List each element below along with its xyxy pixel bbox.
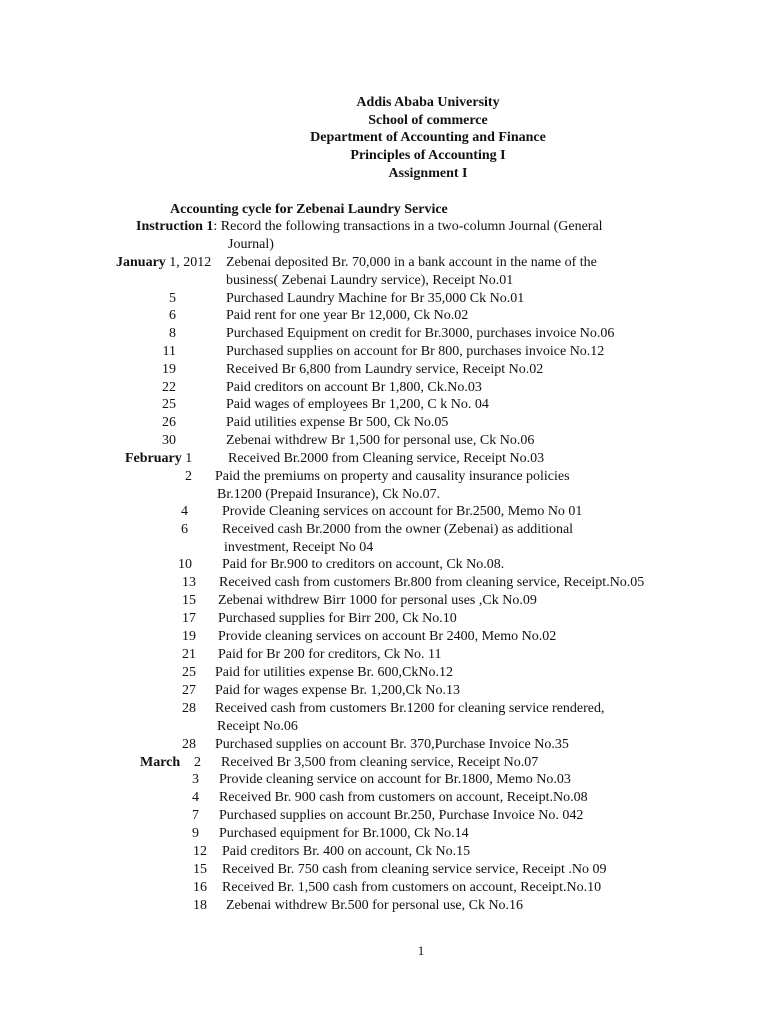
entry-day: 13 [182, 575, 196, 590]
entry-text: Purchased Laundry Machine for Br 35,000 Ck No.01 [226, 291, 525, 306]
entry-text: Received Br 6,800 from Laundry service, Receipt No.02 [226, 362, 544, 377]
february-first-day: 1 [181, 451, 193, 466]
entry-text: Received Br. 1,500 cash from customers on account, Receipt.No.10 [222, 880, 602, 895]
instruction-text: : Record the following transactions in a two-column Journal (General [213, 219, 603, 234]
entry-text: Paid for Br.900 to creditors on account, Ck No.08. [222, 557, 505, 572]
entry-day: 7 [192, 808, 199, 823]
entry-text: Paid for Br 200 for creditors, Ck No. 11 [218, 647, 442, 662]
entry-text: Paid for utilities expense Br. 600,CkNo.12 [215, 665, 453, 680]
entry-day: 15 [182, 593, 196, 608]
entry-day: 15 [193, 862, 207, 877]
entry-text: Purchased Equipment on credit for Br.3000, purchases invoice No.06 [226, 326, 615, 341]
january-first-continuation: business( Zebenai Laundry service), Receipt No.01 [226, 273, 514, 288]
entry-text: Received cash from customers Br.1200 for cleaning service rendered, [215, 701, 605, 716]
entry-text: Received Br. 750 cash from cleaning service service, Receipt .No 09 [222, 862, 607, 877]
entry-day: 3 [192, 772, 199, 787]
entry-day: 18 [193, 898, 207, 913]
school-title: School of commerce [368, 113, 488, 128]
entry-day: 16 [193, 880, 207, 895]
entry-text: Paid utilities expense Br 500, Ck No.05 [226, 415, 449, 430]
entry-day: 19 [162, 362, 176, 377]
january-first-day: 1, 2012 [165, 255, 212, 270]
department-title: Department of Accounting and Finance [310, 130, 546, 145]
entry-continuation: Br.1200 (Prepaid Insurance), Ck No.07. [217, 487, 441, 502]
entry-day: 8 [169, 326, 176, 341]
entry-text: Received Br. 900 cash from customers on account, Receipt.No.08 [219, 790, 588, 805]
entry-day: 6 [181, 522, 188, 537]
entry-day: 21 [182, 647, 196, 662]
course-title: Principles of Accounting I [350, 148, 506, 163]
month-label-march: March [140, 755, 181, 770]
entry-day: 6 [169, 308, 176, 323]
entry-day: 30 [162, 433, 176, 448]
instruction-label: Instruction 1 [136, 219, 214, 234]
entry-text: Purchased supplies on account Br. 370,Purchase Invoice No.35 [215, 737, 569, 752]
entry-day: 25 [182, 665, 196, 680]
entry-text: Paid rent for one year Br 12,000, Ck No.02 [226, 308, 469, 323]
entry-text: Zebenai withdrew Birr 1000 for personal uses ,Ck No.09 [218, 593, 537, 608]
entry-day: 26 [162, 415, 176, 430]
march-first-text: Received Br 3,500 from cleaning service, Receipt No.07 [221, 755, 539, 770]
assignment-title: Assignment I [388, 166, 468, 181]
january-first-text: Zebenai deposited Br. 70,000 in a bank account in the name of the [226, 255, 597, 270]
entry-text: Zebenai withdrew Br 1,500 for personal use, Ck No.06 [226, 433, 535, 448]
entry-day: 9 [192, 826, 199, 841]
month-label-january: January [116, 255, 166, 270]
entry-day: 25 [162, 397, 176, 412]
entry-text: Purchased supplies on account for Br 800, purchases invoice No.12 [226, 344, 605, 359]
page-number: 1 [417, 943, 425, 958]
february-first-text: Received Br.2000 from Cleaning service, Receipt No.03 [228, 451, 545, 466]
entry-text: Received cash from customers Br.800 from cleaning service, Receipt.No.05 [219, 575, 645, 590]
march-first-day: 2 [194, 755, 201, 770]
university-title: Addis Ababa University [356, 95, 500, 110]
entry-text: Purchased supplies on account Br.250, Purchase Invoice No. 042 [219, 808, 584, 823]
entry-day: 19 [182, 629, 196, 644]
entry-day: 28 [182, 737, 196, 752]
entry-text: Paid the premiums on property and causality insurance policies [215, 469, 570, 484]
entry-day: 22 [162, 380, 176, 395]
entry-day: 17 [182, 611, 196, 626]
section-subtitle: Accounting cycle for Zebenai Laundry Service [170, 202, 448, 217]
instruction-continuation: Journal) [228, 237, 274, 252]
instruction-line [136, 218, 603, 236]
entry-day: 27 [182, 683, 196, 698]
entry-text: Paid creditors Br. 400 on account, Ck No.15 [222, 844, 471, 859]
entry-text: Provide cleaning services on account Br 2400, Memo No.02 [218, 629, 557, 644]
entry-text: Paid wages of employees Br 1,200, C k No. 04 [226, 397, 489, 412]
entry-continuation: Receipt No.06 [217, 719, 298, 734]
entry-day: 12 [193, 844, 207, 859]
entry-day: 2 [185, 469, 192, 484]
entry-day: 11 [162, 344, 176, 359]
entry-day: 4 [192, 790, 199, 805]
entry-day: 28 [182, 701, 196, 716]
entry-text: Purchased supplies for Birr 200, Ck No.10 [218, 611, 457, 626]
entry-text: Zebenai withdrew Br.500 for personal use, Ck No.16 [226, 898, 524, 913]
entry-text: Paid for wages expense Br. 1,200,Ck No.13 [215, 683, 460, 698]
entry-day: 5 [169, 291, 176, 306]
entry-text: Provide cleaning service on account for Br.1800, Memo No.03 [219, 772, 571, 787]
entry-text: Purchased equipment for Br.1000, Ck No.14 [219, 826, 469, 841]
entry-continuation: investment, Receipt No 04 [224, 540, 374, 555]
entry-text: Paid creditors on account Br 1,800, Ck.No.03 [226, 380, 482, 395]
entry-text: Received cash Br.2000 from the owner (Zebenai) as additional [222, 522, 574, 537]
entry-text: Provide Cleaning services on account for Br.2500, Memo No 01 [222, 504, 583, 519]
february-first-entry [125, 450, 192, 468]
january-first-entry [116, 254, 211, 272]
entry-day: 4 [181, 504, 188, 519]
month-label-february: February [125, 451, 182, 466]
entry-day: 10 [178, 557, 192, 572]
